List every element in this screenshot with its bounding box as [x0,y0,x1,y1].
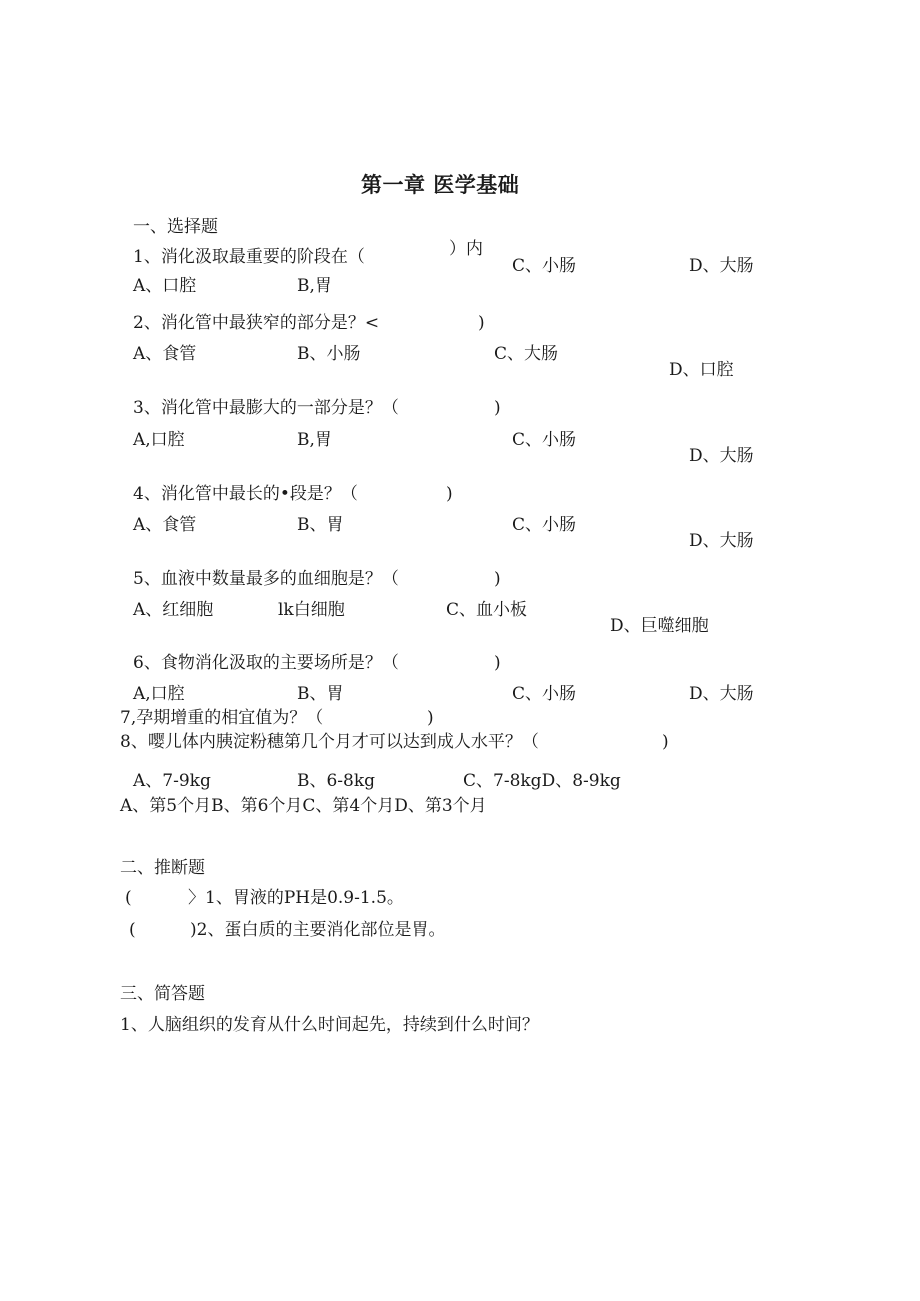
q7-option-b: B、6-8kg [297,771,376,791]
question-3-close: ) [494,398,501,418]
q1-option-a: A、口腔 [133,276,197,296]
q3-option-a: A,口腔 [133,430,185,450]
q2-option-a: A、食管 [133,344,197,364]
q6-option-d: D、大肠 [689,684,754,704]
q5-option-d: D、巨噬细胞 [610,616,709,636]
question-7-close: ) [427,708,434,728]
question-5: 5、血液中数量最多的血细胞是？（ [133,569,399,589]
q6-option-b: B、胃 [297,684,344,704]
question-1: 1、消化汲取最重要的阶段在（ [133,247,365,267]
judgement-2-open: ( [129,920,136,940]
question-6: 6、食物消化汲取的主要场所是？（ [133,653,399,673]
question-4-close: ) [446,484,453,504]
question-1-close: ）内 [449,239,483,259]
q8-options: A、第5个月B、第6个月C、第4个月D、第3个月 [120,796,487,816]
question-7: 7,孕期增重的相宜值为？（ [120,708,324,728]
q6-option-c: C、小肠 [512,684,577,704]
section-heading-choice: 一、选择题 [133,217,218,237]
q7-option-a: A、7-9kg [133,771,211,791]
q1-option-c: C、小肠 [512,256,577,276]
section-heading-short-answer: 三、简答题 [120,984,205,1004]
question-3: 3、消化管中最膨大的一部分是？（ [133,398,399,418]
q5-option-c: C、血小板 [446,600,528,620]
q4-option-b: B、胃 [297,515,344,535]
question-2-close: ) [478,313,485,333]
q2-option-c: C、大肠 [494,344,559,364]
q1-option-b: B,胃 [297,276,332,296]
judgement-2: )2、蛋白质的主要消化部位是胃。 [190,920,446,940]
q1-option-d: D、大肠 [689,256,754,276]
question-5-close: ) [494,569,501,589]
q2-option-d: D、口腔 [669,360,734,380]
q7-option-cd: C、7-8kgD、8-9kg [463,771,621,791]
q3-option-b: B,胃 [297,430,332,450]
q3-option-d: D、大肠 [689,446,754,466]
q5-option-a: A、红细胞 [133,600,214,620]
short-answer-1: 1、人脑组织的发育从什么时间起先，持续到什么时间？ [120,1015,539,1035]
q4-option-d: D、大肠 [689,531,754,551]
question-2: 2、消化管中最狭窄的部分是？< [133,313,380,333]
question-8-close: ) [662,732,669,752]
question-6-close: ) [494,653,501,673]
question-8: 8、嘤儿体内胰淀粉穗第几个月才可以达到成人水平？（ [120,732,539,752]
q5-option-b: lk白细胞 [278,600,345,620]
section-heading-judgement: 二、推断题 [120,858,205,878]
q3-option-c: C、小肠 [512,430,577,450]
q4-option-c: C、小肠 [512,515,577,535]
q6-option-a: A,口腔 [133,684,185,704]
q4-option-a: A、食管 [133,515,197,535]
judgement-1: 〉1、胃液的PH是0.9-1.5。 [188,888,404,908]
q2-option-b: B、小肠 [297,344,361,364]
judgement-1-open: ( [125,888,132,908]
page-title: 第一章 医学基础 [361,173,520,197]
question-4: 4、消化管中最长的•段是？（ [133,484,358,504]
